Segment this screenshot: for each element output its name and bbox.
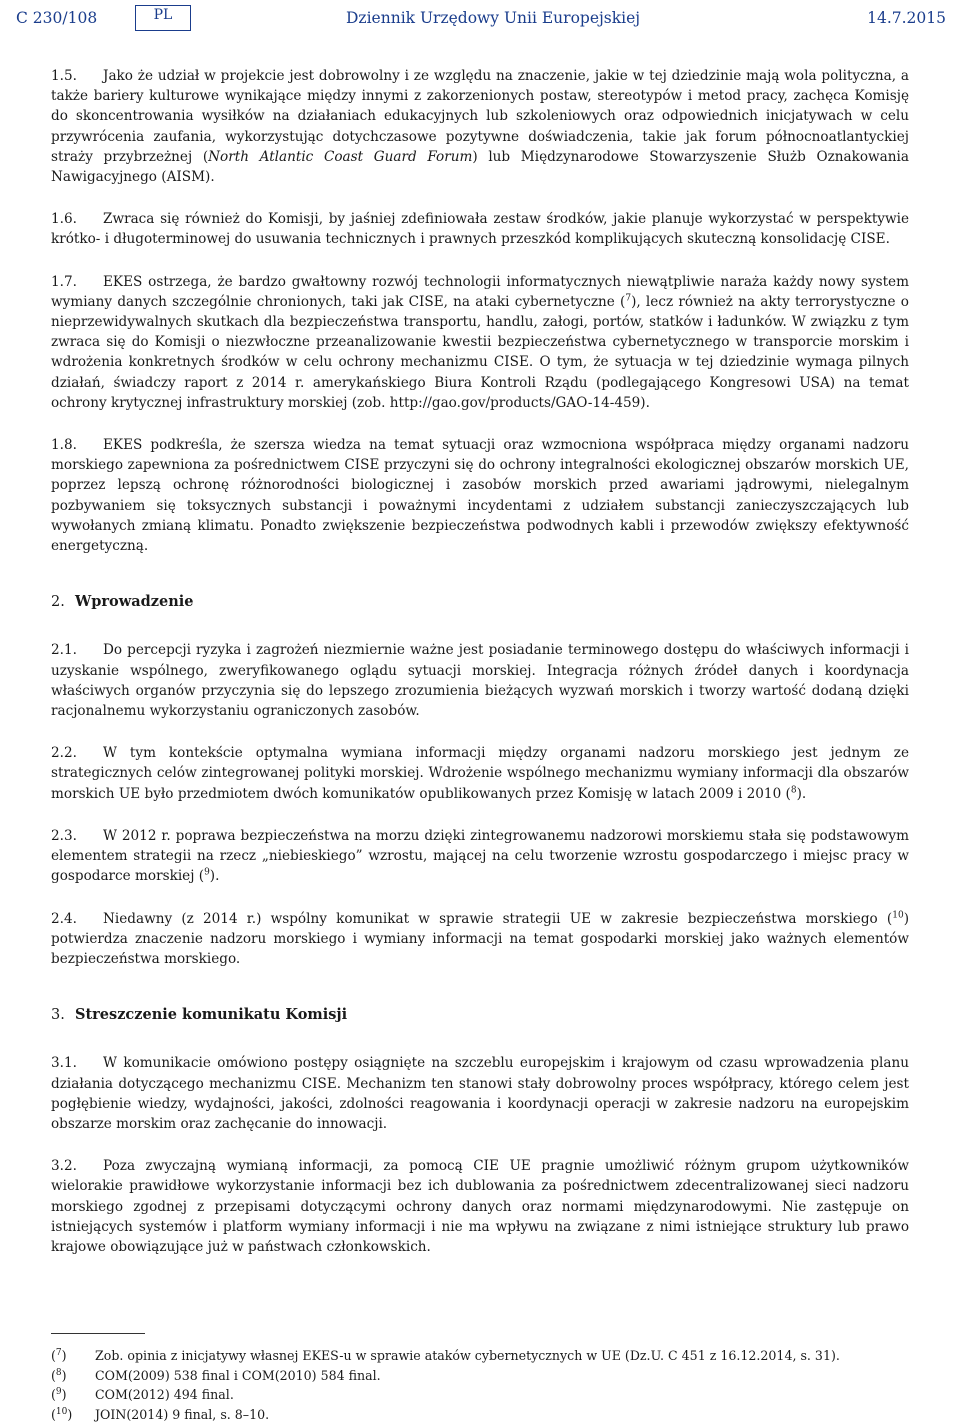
section-number: 3. [51,1005,75,1025]
paragraph-number: 1.5. [51,66,103,86]
footnote-text: JOIN(2014) 9 final, s. 8–10. [95,1407,269,1422]
journal-reference: C 230/108 [16,9,97,27]
footnote-9: ($^9$) COM(2012) 494 final. [51,1385,909,1405]
section-number: 2. [51,592,75,612]
journal-title: Dziennik Urzędowy Unii Europejskiej [346,9,640,27]
paragraph-number: 1.8. [51,435,103,455]
section-heading-3 [51,1005,909,1025]
paragraph-number: 3.1. [51,1053,103,1073]
paragraph-3-2: 3.2. Poza zwyczajną wymianą informacji, za pomocą CIE UE pragnie umożliwić różnym grupom użytkowników wielorakie prawidłowe wykorzystanie informacji bez ich dublowania za pośrednictwem zdecentralizowanej sieci nadzoru morskiego zgodnej z przepisami dotyczącymi ochrony danych oraz normami międzynarodowymi. Nie zastępuje on istniejących systemów i platform wymiany informacji i nie ma wpływu na związane z nimi istniejące struktury lub prawo krajowe obowiązujące już w państwach członkowskich. [51,1156,909,1257]
footnote-text: COM(2012) 494 final. [95,1387,234,1402]
paragraph-2-3: 2.3. W 2012 r. poprawa bezpieczeństwa na morzu dzięki zintegrowanemu nadzorowi morskiemu stała się podstawowym elementem strategii na rzecz „niebieskiego” wzrostu, mającej na celu tworzenie wzrostu gospodarczego i miejsc pracy w gospodarce morskiej ($^9$). [51,826,909,887]
section-title: Streszczenie komunikatu Komisji [75,1006,347,1023]
paragraph-1-8: 1.8. EKES podkreśla, że szersza wiedza na temat sytuacji oraz wzmocniona współpraca między organami nadzoru morskiego zapewniona za pośrednictwem CISE przyczyni się do ochrony integralności ekologicznej obszarów morskich UE, poprzez lepszą ochronę różnorodności biologicznej i zasobów morskich przed awariami jądrowymi, nielegalnym pozbywaniem się toksycznych substancji i poważnymi incydentami z udziałem substancji zanieczyszczających lub wywołanych zmianą klimatu. Ponadto zwiększenie bezpieczeństwa podwodnych kabli i przewodów zwiększy efektywność energetyczną. [51,435,909,556]
paragraph-1-5: 1.5. Jako że udział w projekcie jest dobrowolny i ze względu na znaczenie, jakie w tej dziedzinie mają wola polityczna, a także bariery kulturowe wynikające między innymi z zakorzenionych postaw, stereotypów i metod pracy, zachęca Komisję do skoncentrowania wysiłków na działaniach edukacyjnych lub szkoleniowych oraz odpowiednich inicjatywach w celu przywrócenia zaufania, wykorzystując dotychczasowe pozytywne doświadczenia, takie jak forum północnoatlantyckiej straży przybrzeżnej (North Atlantic Coast Guard Forum) lub Międzynarodowe Stowarzyszenie Służb Oznakowania Nawigacyjnego (AISM). [51,66,909,187]
paragraph-1-6: 1.6. Zwraca się również do Komisji, by jaśniej zdefiniowała zestaw środków, jakie planuje wykorzystać w perspektywie krótko- i długoterminowej do usuwania technicznych i prawnych przeszkód komplikujących skuteczną konsolidację CISE. [51,209,909,249]
paragraph-3-1: 3.1. W komunikacie omówiono postępy osiągnięte na szczeblu europejskim i krajowym od czasu wprowadzenia planu działania dotyczącego mechanizmu CISE. Mechanizm ten stanowi stały dobrowolny proces współpracy, którego celem jest pogłębienie wiedzy, wydajności, jakości, zdolności reagowania i koordynacji operacji w zakresie nadzoru na europejskim obszarze morskim oraz zachęcanie do innowacji. [51,1053,909,1134]
footnote-number: 9 [56,1387,62,1397]
section-heading-2 [51,592,909,612]
paragraph-number: 1.7. [51,272,103,292]
paragraph-number: 2.4. [51,909,103,929]
footnote-text: COM(2009) 538 final i COM(2010) 584 final. [95,1368,381,1383]
paragraph-2-2: 2.2. W tym kontekście optymalna wymiana informacji między organami nadzoru morskiego jest jednym ze strategicznych celów zintegrowanej polityki morskiej. Wdrożenie wspólnego mechanizmu wymiany informacji dla obszarów morskich UE było przedmiotem dwóch komunikatów opublikowanych przez Komisję w latach 2009 i 2010 ($^8$). [51,743,909,804]
footnote-ref-7[interactable]: 7 [625,293,631,303]
paragraph-number: 2.3. [51,826,103,846]
document-body [51,66,909,1279]
language-badge: PL [135,5,191,31]
footnote-number: 7 [56,1348,62,1358]
publication-date: 14.7.2015 [867,9,946,27]
footnote-text: Zob. opinia z inicjatywy własnej EKES-u w sprawie ataków cybernetycznych w UE (Dz.U. C 451 z 16.12.2014, s. 31). [95,1348,840,1363]
footnotes [51,1346,909,1424]
paragraph-2-4: 2.4. Niedawny (z 2014 r.) wspólny komunikat w sprawie strategii UE w zakresie bezpieczeństwa morskiego ($^{10}$) potwierdza znaczenie nadzoru morskiego i wymiany informacji na temat gospodarki morskiej jako ważnych elementów bezpieczeństwa morskiego. [51,909,909,970]
footnote-ref-10[interactable]: 10 [892,910,903,920]
paragraph-2-1: 2.1. Do percepcji ryzyka i zagrożeń niezmiernie ważne jest posiadanie terminowego dostępu do właściwych informacji i uzyskanie wspólnego, zweryfikowanego oglądu sytuacji morskiej. Integracja różnych źródeł danych i koordynacja właściwych organów przyczynia się do lepszego zrozumienia bieżących wyzwań morskich i tworzy wartość dodaną dzięki racjonalnemu wykorzystaniu ograniczonych zasobów. [51,640,909,721]
footnote-ref-9[interactable]: 9 [204,868,210,878]
paragraph-number: 3.2. [51,1156,103,1176]
italic-term: North Atlantic Coast Guard Forum [208,149,472,165]
footnote-ref-8[interactable]: 8 [791,785,797,795]
paragraph-number: 1.6. [51,209,103,229]
footnote-divider [51,1333,145,1334]
footnote-10: ($^{10}$) JOIN(2014) 9 final, s. 8–10. [51,1405,909,1424]
paragraph-number: 2.2. [51,743,103,763]
footnote-8: ($^8$) COM(2009) 538 final i COM(2010) 584 final. [51,1366,909,1386]
paragraph-1-7: 1.7. EKES ostrzega, że bardzo gwałtowny rozwój technologii informatycznych niewątpliwie naraża każdy nowy system wymiany danych szczególnie chronionych, taki jak CISE, na ataki cybernetyczne ($^7$), lecz również na akty terrorystyczne o nieprzewidywalnych skutkach dla bezpieczeństwa transportu, handlu, załogi, portów, statków i ładunków. W związku z tym zwraca się do Komisji o niezwłoczne przeanalizowanie kwestii bezpieczeństwa cybernetycznego w transporcie morskim i wdrożenia konkretnych środków w celu ochrony mechanizmu CISE. O tym, że sytuacja w tej dziedzinie wymaga pilnych działań, świadczy raport z 2014 r. amerykańskiego Biura Kontroli Rządu (podlegającego Kongresowi USA) na temat ochrony krytycznej infrastruktury morskiej (zob. http://gao.gov/products/GAO-14-459). [51,272,909,413]
footnote-number: 10 [56,1406,67,1416]
page-header [16,7,946,31]
paragraph-number: 2.1. [51,640,103,660]
footnote-number: 8 [56,1367,62,1377]
section-title: Wprowadzenie [75,593,194,610]
footnote-7: ($^7$) Zob. opinia z inicjatywy własnej EKES-u w sprawie ataków cybernetycznych w UE (Dz.U. C 451 z 16.12.2014, s. 31). [51,1346,909,1366]
